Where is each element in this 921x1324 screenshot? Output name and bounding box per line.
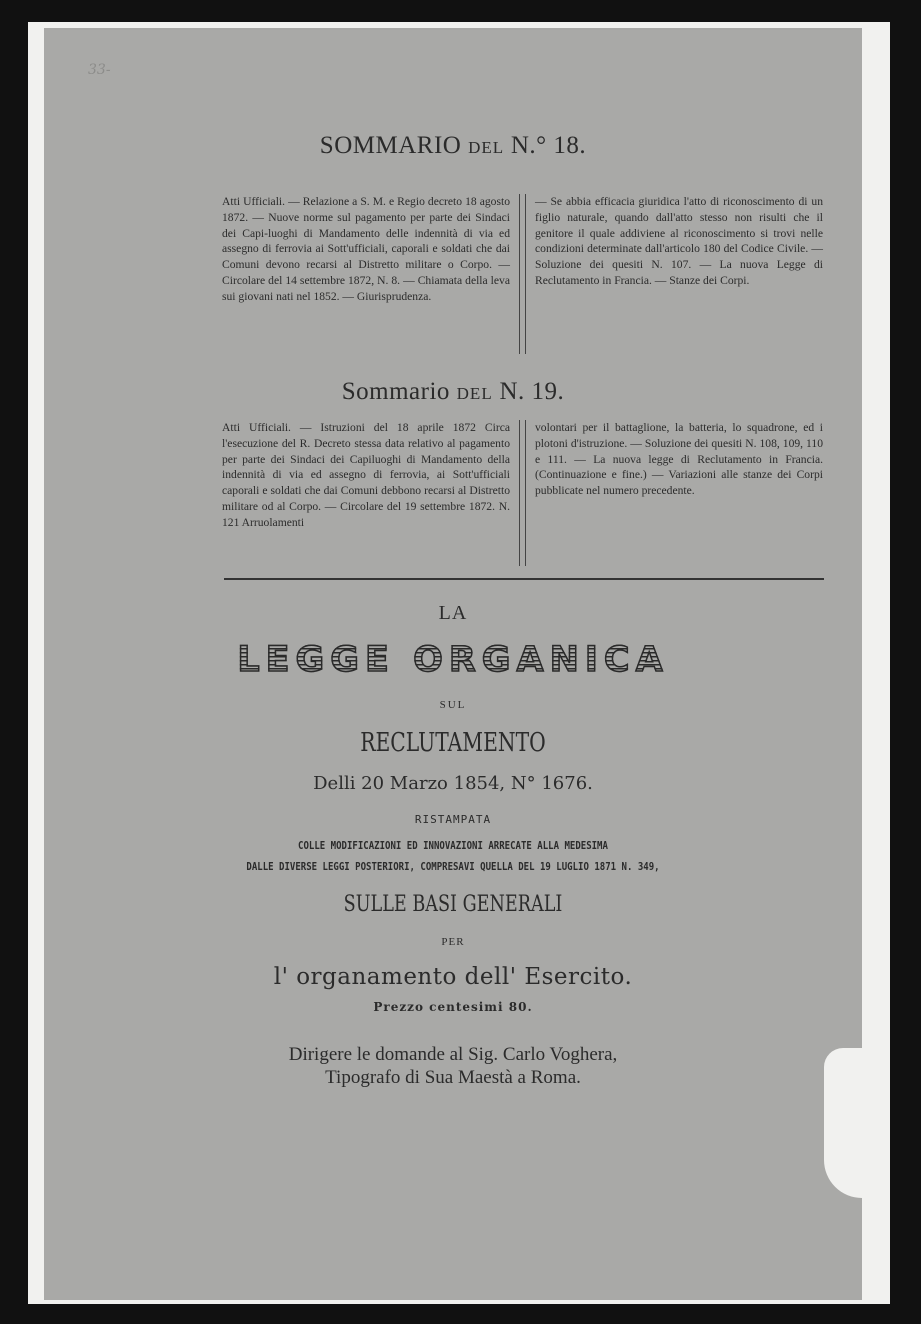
summary-19-title-word: Sommario — [341, 378, 450, 405]
summary-18-columns — [222, 194, 828, 354]
summary-19-columns — [222, 420, 828, 566]
title-reclutamento — [44, 728, 862, 758]
title-legge-text: LEGGE ORGANICA — [237, 640, 669, 680]
summary-18-number: N.° 18. — [510, 132, 587, 159]
title-date: Delli 20 Marzo 1854, N° 1676. — [313, 773, 593, 794]
basi-generali-text: SULLE BASI GENERALI — [343, 892, 563, 917]
title-sul: SUL — [439, 699, 467, 711]
basi-generali — [44, 892, 862, 917]
colle-line-2 — [44, 861, 862, 873]
title-reclutamento-text: RECLUTAMENTO — [360, 728, 546, 758]
summary-19-right-column: volontari per il battaglione, la batteria, lo squadrone, ed i plotoni d'istruzione. — Soluzione dei quesiti N. 108, 109, 110 e 111. — La nuova legge di Reclutamento in Francia. (Continuazione e fine.) — Variazioni alle stanze dei Corpi pubblicate nel numero precedente. — [535, 421, 823, 498]
colle-line-1-text: COLLE MODIFICAZIONI ED INNOVAZIONI ARRECATE ALLA MEDESIMA — [298, 840, 608, 852]
title-legge-organica — [44, 640, 862, 680]
summary-19-number: N. 19. — [499, 378, 565, 405]
ristampata: RISTAMPATA — [414, 813, 492, 826]
summary-19-left-column: Atti Ufficiali. — Istruzioni del 18 aprile 1872 Circa l'esecuzione del R. Decreto stessa data relativo al pagamento per parte dei Sindaci dei Capiluoghi di Mandamento della indennità di via ed assegno di ferrovia, ai Sott'ufficiali caporali e soldati che dai Comuni debbono recarsi al Distretto militare od al Corpo. — Circolare del 19 settembre 1872. N. 121 Arruolamenti — [222, 421, 510, 529]
column-divider — [519, 194, 526, 354]
title-la: LA — [438, 602, 468, 624]
document-page — [44, 28, 862, 1300]
summary-19-title-del: DEL — [456, 384, 493, 403]
prezzo: Prezzo centesimi 80. — [373, 1000, 533, 1014]
colle-line-2-text: DALLE DIVERSE LEGGI POSTERIORI, COMPRESAVI QUELLA DEL 19 LUGLIO 1871 N. 349, — [246, 861, 660, 873]
summary-18-left-column: Atti Ufficiali. — Relazione a S. M. e Regio decreto 18 agosto 1872. — Nuove norme sul pagamento per parte dei Sindaci dei Capi-luoghi di Mandamento delle indennità di via ed assegno di ferrovia ai Sott'ufficiali, caporali e soldati che dai Comuni devono recarsi al Distretto militare o Corpo. — Circolare del 14 settembre 1872, N. 8. — Chiamata della leva sui giovani nati nel 1852. — Giurisprudenza. — [222, 195, 510, 303]
dirigere-line-2: Tipografo di Sua Maestà a Roma. — [325, 1067, 581, 1088]
dirigere-line-1: Dirigere le domande al Sig. Carlo Voghera, — [288, 1044, 618, 1065]
title-per: PER — [441, 936, 465, 948]
summary-18-title-del: DEL — [468, 138, 505, 157]
column-divider — [519, 420, 526, 566]
organamento-esercito: l' organamento dell' Esercito. — [273, 964, 633, 990]
pencil-note: 33- — [88, 62, 111, 78]
summary-18-title — [44, 132, 862, 160]
summary-19-title — [44, 378, 862, 406]
summary-18-right-column: — Se abbia efficacia giuridica l'atto di riconoscimento di un figlio naturale, quando dall'atto stesso non risulti che il genitore il quale addiviene al riconoscimento si trovi nelle condizioni determinate dall'articolo 180 del Codice Civile. — Soluzione dei quesiti N. 107. — La nuova Legge di Reclutamento in Francia. — Stanze dei Corpi. — [535, 195, 823, 287]
horizontal-rule — [224, 578, 824, 580]
colle-line-1 — [44, 840, 862, 852]
summary-18-title-word: SOMMARIO — [319, 132, 462, 159]
